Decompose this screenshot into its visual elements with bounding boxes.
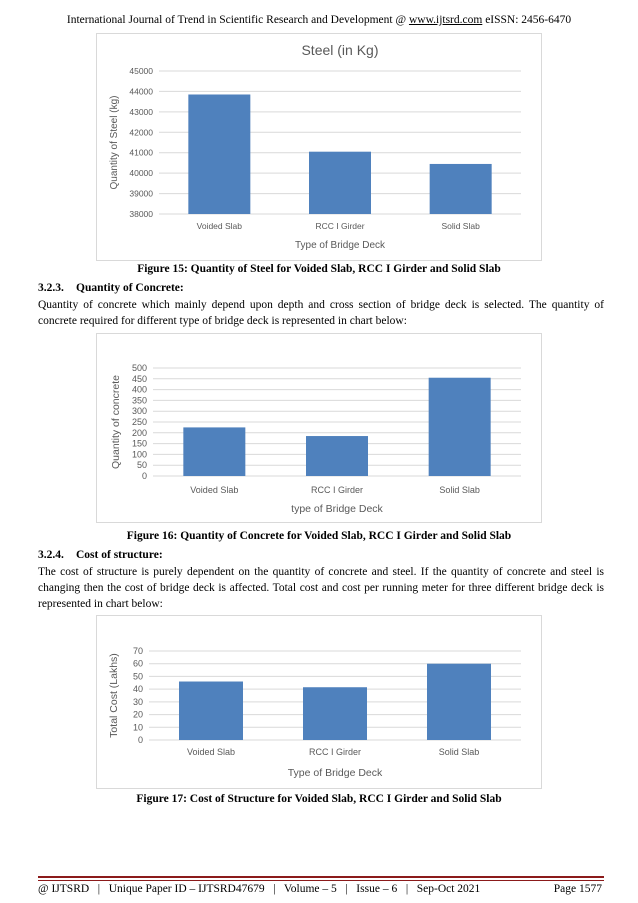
- y-tick-label: 150: [131, 438, 147, 449]
- footer-info: @ IJTSRD | Unique Paper ID – IJTSRD47679 | Volume – 5 | Issue – 6 | Sep-Oct 2021: [38, 883, 481, 895]
- y-axis-label: Quantity of concrete: [110, 375, 122, 469]
- y-tick-label: 50: [132, 671, 143, 682]
- figure-15-chart: [96, 33, 542, 261]
- y-tick-label: 200: [131, 427, 147, 438]
- y-tick-label: 70: [132, 646, 143, 656]
- section-title: Cost of structure:: [76, 549, 163, 561]
- journal-issn: eISSN: 2456-6470: [482, 14, 572, 26]
- journal-link[interactable]: www.ijtsrd.com: [408, 14, 483, 26]
- y-tick-label: 38000: [129, 209, 153, 219]
- bar: [188, 94, 250, 214]
- chart-title: Steel (in Kg): [301, 42, 379, 58]
- figure-15-caption: Figure 15: Quantity of Steel for Voided Slab, RCC I Girder and Solid Slab: [137, 263, 501, 275]
- y-tick-label: 30: [132, 696, 143, 707]
- figure-16-caption: Figure 16: Quantity of Concrete for Voided Slab, RCC I Girder and Solid Slab: [126, 530, 512, 542]
- section-number: 3.2.4.: [38, 549, 64, 561]
- section-3-2-3-body: Quantity of concrete which mainly depend upon depth and cross section of bridge deck is selected. The quantity of concrete required for different type of bridge deck is represented in chart below:: [38, 299, 604, 327]
- bar: [306, 436, 368, 476]
- section-3-2-4-heading: [38, 549, 163, 561]
- bar: [183, 427, 245, 476]
- y-tick-label: 350: [131, 395, 147, 406]
- y-tick-label: 39000: [129, 188, 153, 199]
- bar: [429, 378, 491, 476]
- figure-17-chart: [96, 615, 542, 789]
- y-tick-label: 500: [131, 363, 147, 373]
- y-axis-label: Quantity of Steel (kg): [109, 95, 120, 190]
- x-axis-label: Type of Bridge Deck: [287, 767, 383, 779]
- y-tick-label: 60: [132, 658, 143, 669]
- y-tick-label: 42000: [129, 127, 153, 138]
- figure-17-caption: Figure 17: Cost of Structure for Voided Slab, RCC I Girder and Solid Slab: [136, 793, 502, 805]
- y-tick-label: 41000: [129, 147, 153, 158]
- section-3-2-4-body: The cost of structure is purely dependent on the quantity of concrete and steel. If the quantity of concrete and steel is changing then the cost of bridge deck is affected. Total cost and cost per running meter for three different bridge deck is represented in chart below:: [38, 566, 604, 610]
- y-axis-label: Total Cost (Lakhs): [108, 653, 120, 738]
- section-3-2-3-heading: [38, 282, 184, 294]
- bar: [427, 664, 491, 740]
- x-tick-label: RCC I Girder: [315, 221, 365, 231]
- section-number: 3.2.3.: [38, 282, 64, 294]
- y-tick-label: 40: [132, 684, 143, 695]
- footer-rule-thin: [38, 880, 604, 881]
- y-tick-label: 10: [132, 722, 143, 733]
- y-tick-label: 0: [137, 735, 143, 745]
- x-tick-label: Solid Slab: [438, 747, 480, 757]
- bar: [303, 687, 367, 740]
- figure-16-chart: [96, 333, 542, 523]
- y-tick-label: 450: [131, 373, 147, 384]
- x-tick-label: Voided Slab: [186, 747, 236, 757]
- journal-name: International Journal of Trend in Scientific Research and Development @: [66, 14, 409, 26]
- y-tick-label: 43000: [129, 106, 153, 117]
- x-tick-label: Solid Slab: [439, 485, 480, 495]
- y-tick-label: 45000: [129, 66, 153, 76]
- bar: [430, 164, 492, 214]
- y-tick-label: 250: [131, 417, 147, 427]
- cost-chart-svg: [97, 616, 541, 788]
- section-title: Quantity of Concrete:: [76, 282, 184, 294]
- x-tick-label: Solid Slab: [441, 221, 480, 231]
- journal-header: [0, 14, 638, 26]
- x-tick-label: Voided Slab: [196, 221, 243, 231]
- x-axis-label: Type of Bridge Deck: [294, 240, 386, 251]
- y-tick-label: 100: [131, 449, 147, 460]
- x-tick-label: Voided Slab: [190, 485, 239, 495]
- concrete-chart-svg: [97, 334, 541, 522]
- y-tick-label: 0: [141, 471, 147, 481]
- footer-rule: [38, 876, 604, 878]
- y-tick-label: 44000: [129, 86, 153, 97]
- x-tick-label: RCC I Girder: [308, 747, 362, 757]
- page-number: Page 1577: [553, 883, 602, 895]
- y-tick-label: 40000: [129, 168, 153, 179]
- bar: [179, 682, 243, 740]
- y-tick-label: 400: [131, 384, 147, 395]
- x-tick-label: RCC I Girder: [310, 485, 364, 495]
- bar: [309, 152, 371, 214]
- steel-chart-svg: [97, 34, 541, 260]
- x-axis-label: type of Bridge Deck: [291, 503, 383, 515]
- y-tick-label: 20: [132, 709, 143, 720]
- y-tick-label: 50: [136, 460, 147, 471]
- y-tick-label: 300: [131, 406, 147, 417]
